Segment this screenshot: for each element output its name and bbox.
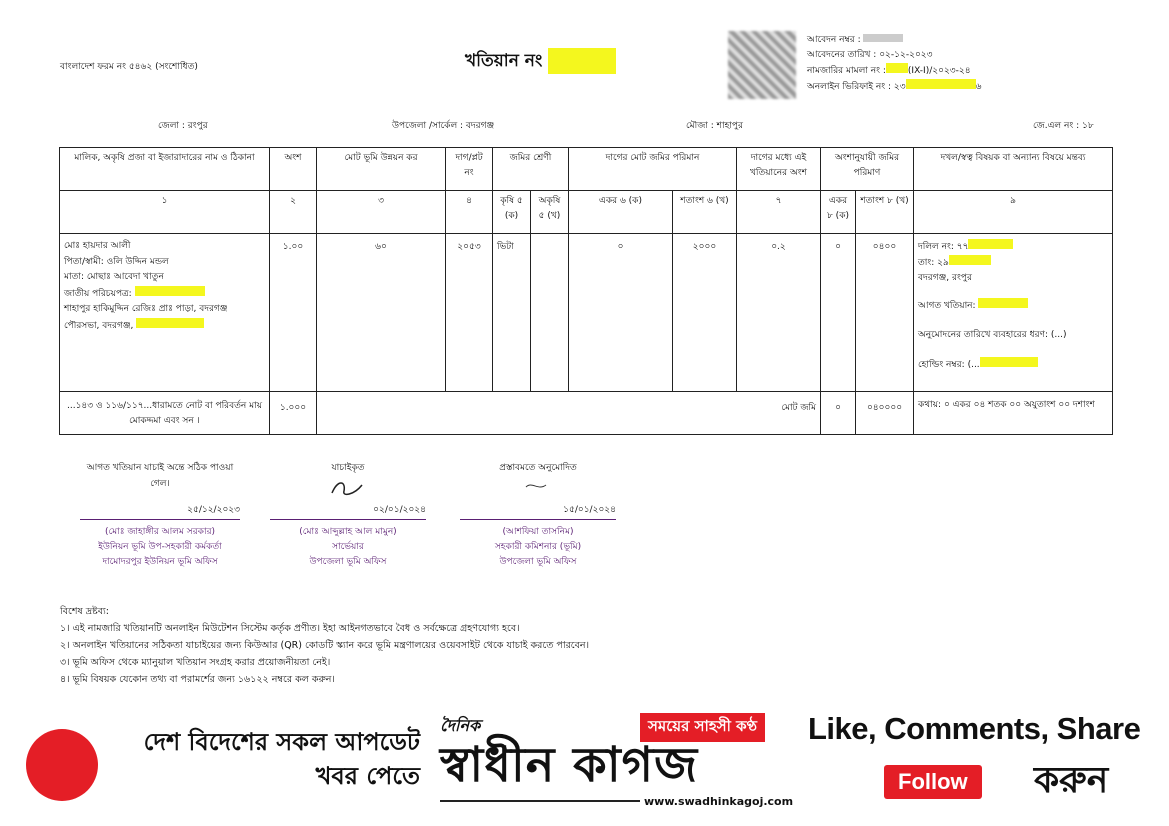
- sig1-title1: ইউনিয়ন ভূমি উপ-সহকারী কর্মকর্তা: [98, 542, 222, 552]
- total-label: মোট জমি: [317, 392, 821, 435]
- khatian-table: [59, 147, 1113, 435]
- holding-no: হোল্ডিং নম্বর: (...: [918, 360, 980, 370]
- sh-9: ৯: [914, 191, 1113, 234]
- land-class-cell: ভিটা: [493, 234, 531, 392]
- signature-mark-3: [518, 477, 558, 495]
- owner-father: পিতা/স্বামী: ওলি উদ্দিন মন্ডল: [64, 256, 169, 267]
- sig1-date: ২৫/১২/২০২৩: [187, 505, 240, 515]
- sig1-note: আগত খতিয়ান যাচাই অন্তে সঠিক পাওয়া গেল।: [86, 463, 234, 489]
- sig2-date: ০২/০১/২০২৪: [373, 505, 426, 515]
- footer-note: ...১৪৩ ও ১১৬/১১৭...ধারামতে নোট বা পরিবর্তন মায় মোকদ্দমা এবং সন ।: [60, 392, 270, 435]
- application-date: আবেদনের তারিখ : ০২-১২-২০২৩: [807, 50, 933, 60]
- subheader-row: [60, 191, 1113, 234]
- follow-button[interactable]: Follow: [884, 765, 982, 799]
- sh-7: ৭: [737, 191, 821, 234]
- notes-heading: বিশেষ দ্রষ্টব্য:: [60, 606, 109, 617]
- owner-cell: [60, 234, 270, 392]
- th-share: অংশ: [270, 148, 317, 191]
- share-acre-cell: ০: [821, 234, 856, 392]
- th-plot-no: দাগ/প্লট নং: [446, 148, 493, 191]
- share-total: ১.০০০: [270, 392, 317, 435]
- th-owner: মালিক, অকৃষি প্রজা বা ইজারাদারের নাম ও ঠিকানা: [60, 148, 270, 191]
- sig3-date: ১৫/০১/২০২৪: [563, 505, 616, 515]
- sh-8b: শতাংশ ৮ (খ): [856, 191, 914, 234]
- note-item: ১। এই নামজারি খতিয়ানটি অনলাইন মিউটেশন সিস্টেম কর্তৃক প্রণীত। ইহা আইনগতভাবে বৈধ ও সর্বক্ষেত্রে গ্রহণযোগ্য হবে।: [60, 623, 520, 634]
- note-item: ৩। ভূমি অফিস থেকে ম্যানুয়াল খতিয়ান সংগ্রহ করার প্রয়োজনীয়তা নেই।: [60, 657, 331, 668]
- table-row: [60, 234, 1113, 392]
- approval-usage: অনুমোদনের তারিখে ব্যবহারের ধরণ: (...): [918, 330, 1067, 340]
- sig2-title1: সার্ভেয়ার: [332, 542, 364, 552]
- plot-share-cell: ০.২: [737, 234, 821, 392]
- tagline-badge: সময়ের সাহসী কণ্ঠ: [640, 713, 765, 742]
- brand-logo: স্বাধীন কাগজ: [440, 737, 699, 793]
- redacted-khatian-no: [548, 48, 616, 74]
- sh-3: ৩: [317, 191, 446, 234]
- sh-4: ৪: [446, 191, 493, 234]
- sig2-title2: উপজেলা ভূমি অফিস: [309, 557, 387, 567]
- application-info: আবেদন নম্বর : আবেদনের তারিখ : ০২-১২-২০২৩ নামজারির মামলা নং : (IX-I)/২০২৩-২৪ অনলাইন ভিরিফাই নং : ২৩ ৬: [807, 35, 982, 92]
- share-decimal-cell: ০৪০০: [856, 234, 914, 392]
- note-item: ২। অনলাইন খতিয়ানের সঠিকতা যাচাইয়ের জন্য কিউআর (QR) কোডটি স্ক্যান করে ভূমি মন্ত্রণালয়ের ওয়েবসাইট থেকে যাচাই করতে পারবেন।: [60, 640, 589, 651]
- sig3-heading: প্রস্তাবমতে অনুমোদিত: [499, 463, 577, 473]
- sig3-title1: সহকারী কমিশনার (ভূমি): [494, 542, 582, 552]
- website-url[interactable]: www.swadhinkagoj.com: [644, 795, 794, 808]
- th-revenue: মোট ভূমি উন্নয়ন কর: [317, 148, 446, 191]
- acre-total: ০: [821, 392, 856, 435]
- promo-line-1: দেশ বিদেশের সকল আপডেট: [143, 728, 420, 756]
- sig1-name: (মোঃ জাহাঙ্গীর আলম সরকার): [80, 519, 240, 539]
- sh-1: ১: [60, 191, 270, 234]
- sh-8a: একর ৮ (ক): [821, 191, 856, 234]
- jl-number: জে.এল নং : ১৮: [1033, 121, 1094, 131]
- sh-5a: কৃষি ৫ (ক): [493, 191, 531, 234]
- signature-mark-2: [328, 477, 368, 499]
- owner-name: মোঃ হায়দার আলী: [64, 241, 131, 251]
- th-land-class: জমির শ্রেণী: [493, 148, 569, 191]
- nonagri-cell: [531, 234, 569, 392]
- mouza: মৌজা : শাহাপুর: [686, 121, 743, 131]
- signature-block-3: [460, 460, 616, 569]
- deed-date: তাং: ২৯: [918, 258, 949, 268]
- sh-2: ২: [270, 191, 317, 234]
- deed-no: দলিল নং: ৭৭: [918, 242, 969, 252]
- sh-6a: একর ৬ (ক): [569, 191, 673, 234]
- promo-line-2: খবর পেতে: [315, 762, 420, 790]
- note-item: ৪। ভূমি বিষয়ক যেকোন তথ্য বা পরামর্শের জন্য ১৬১২২ নম্বরে কল করুন।: [60, 674, 335, 685]
- special-notes: [60, 603, 820, 688]
- plot-decimal-cell: ২০০০: [673, 234, 737, 392]
- application-no-label: আবেদন নম্বর :: [807, 35, 861, 45]
- title-text: খতিয়ান নং: [465, 51, 543, 71]
- daily-label: দৈনিক: [440, 716, 481, 735]
- promo-banner: [0, 707, 1169, 826]
- district: জেলা : রংপুর: [158, 121, 208, 131]
- sh-6b: শতাংশ ৬ (খ): [673, 191, 737, 234]
- prev-khatian: আগত খতিয়ান:: [918, 301, 976, 311]
- plot-no-cell: ২০৫৩: [446, 234, 493, 392]
- owner-nid: জাতীয় পরিচয়পত্র:: [64, 288, 132, 299]
- online-verify-label: অনলাইন ভিরিফাই নং : ২৩: [807, 82, 906, 92]
- cta-text: Like, Comments, Share: [808, 711, 1141, 746]
- header-row: [60, 148, 1113, 191]
- qr-code: [728, 31, 796, 99]
- signature-block-2: [270, 460, 426, 569]
- owner-address-2: পৌরসভা, বদরগঞ্জ,: [64, 320, 134, 331]
- upazila: উপজেলা /সার্কেল : বদরগঞ্জ: [392, 121, 495, 131]
- th-plot-area: দাগের মোট জমির পরিমান: [569, 148, 737, 191]
- logo-underline: [440, 800, 640, 802]
- remarks-cell: [914, 234, 1113, 392]
- th-remarks: দখল/স্বত্ব বিষয়ক বা অন্যান্য বিষয়ে মন্তব্য: [914, 148, 1113, 191]
- sh-5b: অকৃষি ৫ (খ): [531, 191, 569, 234]
- share-cell: ১.০০: [270, 234, 317, 392]
- sig2-name: (মোঃ আব্দুল্লাহ আল মামুন): [270, 519, 426, 539]
- promo-text: [100, 725, 420, 793]
- sig3-name: (আশফিয়া তাসনিম): [460, 519, 616, 539]
- karun-text: করুন: [1034, 760, 1109, 801]
- plot-acre-cell: ০: [569, 234, 673, 392]
- deed-place: বদরগঞ্জ, রংপুর: [918, 273, 972, 283]
- red-circle-icon: [26, 729, 98, 801]
- sig2-heading: যাচাইকৃত: [331, 463, 365, 473]
- revenue-cell: ৬০: [317, 234, 446, 392]
- total-in-words: কথায়: ০ একর ০৪ শতক ০০ অযুতাংশ ০০ দশাংশ: [914, 392, 1113, 435]
- th-share-area: অংশানুযায়ী জমির পরিমাণ: [821, 148, 914, 191]
- decimal-total: ০৪০০০০: [856, 392, 914, 435]
- footer-row: [60, 392, 1113, 435]
- signature-block-1: [80, 460, 240, 569]
- owner-address-1: শাহাপুর হাকিমুদ্দিন রেজিঃ প্রাঃ পাড়া, বদরগঞ্জ: [64, 304, 228, 314]
- namjari-label: নামজারির মামলা নং :: [807, 66, 886, 76]
- sig3-title2: উপজেলা ভূমি অফিস: [499, 557, 577, 567]
- namjari-suffix: (IX-I)/২০২৩-২৪: [907, 66, 971, 76]
- page-title: [465, 48, 616, 76]
- th-plot-share: দাগের মধ্যে এই খতিয়ানের অংশ: [737, 148, 821, 191]
- owner-mother: মাতা: মোছাঃ আবেদা খাতুন: [64, 272, 164, 282]
- form-number: বাংলাদেশ ফরম নং ৫৪৬২ (সংশোধিত): [60, 62, 198, 72]
- sig1-title2: দামোদরপুর ইউনিয়ন ভূমি অফিস: [102, 557, 218, 567]
